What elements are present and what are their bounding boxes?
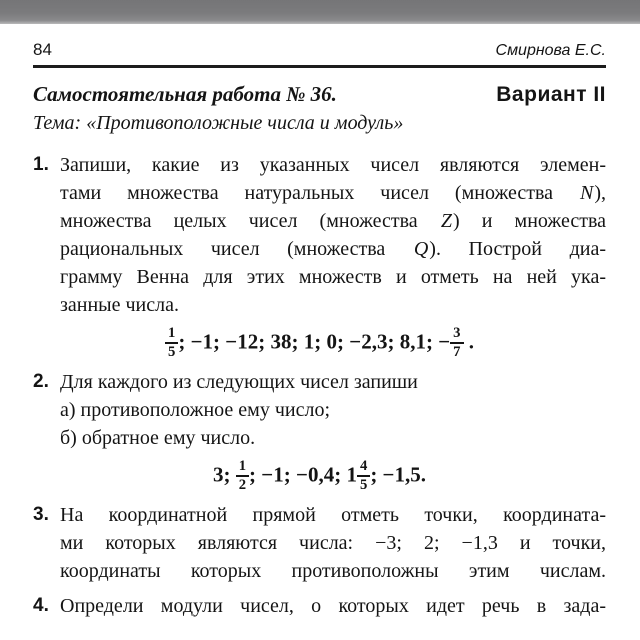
task-1-line-4 xyxy=(60,235,606,263)
set-symbol-z: Z xyxy=(440,210,452,232)
task-3-line-1: На координатной прямой отметь точки, координата- xyxy=(60,503,606,526)
title-row xyxy=(33,82,606,107)
text-segment: тами множества натуральных чисел (множества xyxy=(60,182,579,204)
variant-label: Вариант II xyxy=(496,83,606,106)
task-2-text xyxy=(60,368,606,452)
task-2-item-a: а) противоположное ему число; xyxy=(60,398,330,421)
set-symbol-q: Q xyxy=(413,238,429,260)
task-2-item-b: б) обратное ему число. xyxy=(60,426,256,449)
author-name: Смирнова Е.С. xyxy=(495,42,606,59)
task-4-number: 4. xyxy=(33,594,49,616)
text-segment: множества целых чисел (множества xyxy=(60,210,440,232)
book-page xyxy=(0,24,640,620)
fraction-numerator: 1 xyxy=(238,458,247,475)
task-list xyxy=(33,151,606,620)
page-header xyxy=(33,40,606,60)
fraction-denominator: 7 xyxy=(450,342,463,360)
task-1-line-3 xyxy=(60,207,606,235)
task-4-line-1: Определи модули чисел, о которых идет речь в зада- xyxy=(60,594,606,617)
task-1-text xyxy=(60,151,606,319)
task-4-text xyxy=(60,592,606,620)
text-segment: ), xyxy=(594,182,606,204)
task-1 xyxy=(33,151,606,319)
fraction-1-5 xyxy=(165,325,178,360)
fraction-denominator: 5 xyxy=(357,475,370,493)
text-segment: ). Построй диа- xyxy=(429,238,606,260)
task-3-line-3: координаты которых противоположны этим числам. xyxy=(60,559,606,582)
math-text: ; −1; −12; 38; 1; 0; −2,3; 8,1; − xyxy=(178,329,451,354)
text-segment: ) и множества xyxy=(452,210,607,232)
task-2-line-1: Для каждого из следующих чисел запиши xyxy=(60,370,418,393)
math-text: ; −1,5. xyxy=(370,462,427,487)
task-2 xyxy=(33,368,606,452)
fraction-numerator: 4 xyxy=(359,458,368,475)
page-number: 84 xyxy=(33,40,52,59)
fraction-1-2 xyxy=(236,458,249,493)
work-title: Самостоятельная работа № 36. xyxy=(33,82,337,106)
task-3-text xyxy=(60,501,606,585)
task-1-line-6: занные числа. xyxy=(60,294,179,316)
top-gray-bar xyxy=(0,0,640,24)
task-1-line-5: грамму Венна для этих множеств и отметь на ней ука- xyxy=(60,266,606,288)
header-rule xyxy=(33,65,606,68)
math-text: ; −1; −0,4; 1 xyxy=(249,462,357,487)
task-1-number-list xyxy=(33,326,606,361)
fraction-denominator: 5 xyxy=(165,342,178,360)
fraction-4-5 xyxy=(357,458,370,493)
fraction-denominator: 2 xyxy=(236,475,249,493)
math-text: 3; xyxy=(212,462,236,487)
task-2-number: 2. xyxy=(33,370,49,392)
task-1-line-1: Запиши, какие из указанных чисел являются элемен- xyxy=(60,154,606,176)
fraction-numerator: 1 xyxy=(168,325,176,342)
fraction-numerator: 3 xyxy=(453,325,461,342)
task-1-number: 1. xyxy=(33,154,49,175)
task-4 xyxy=(33,592,606,620)
task-3-line-2: ми которых являются числа: −3; 2; −1,3 и точки, xyxy=(60,531,606,554)
task-3-number: 3. xyxy=(33,503,49,525)
theme-line: Тема: «Противоположные числа и модуль» xyxy=(33,112,404,134)
math-text: . xyxy=(463,329,474,354)
task-3 xyxy=(33,501,606,585)
text-segment: рациональных чисел (множества xyxy=(60,238,413,260)
fraction-3-7 xyxy=(450,325,463,360)
set-symbol-n: N xyxy=(579,182,594,204)
task-2-number-list xyxy=(33,459,606,494)
task-1-line-2 xyxy=(60,179,606,207)
